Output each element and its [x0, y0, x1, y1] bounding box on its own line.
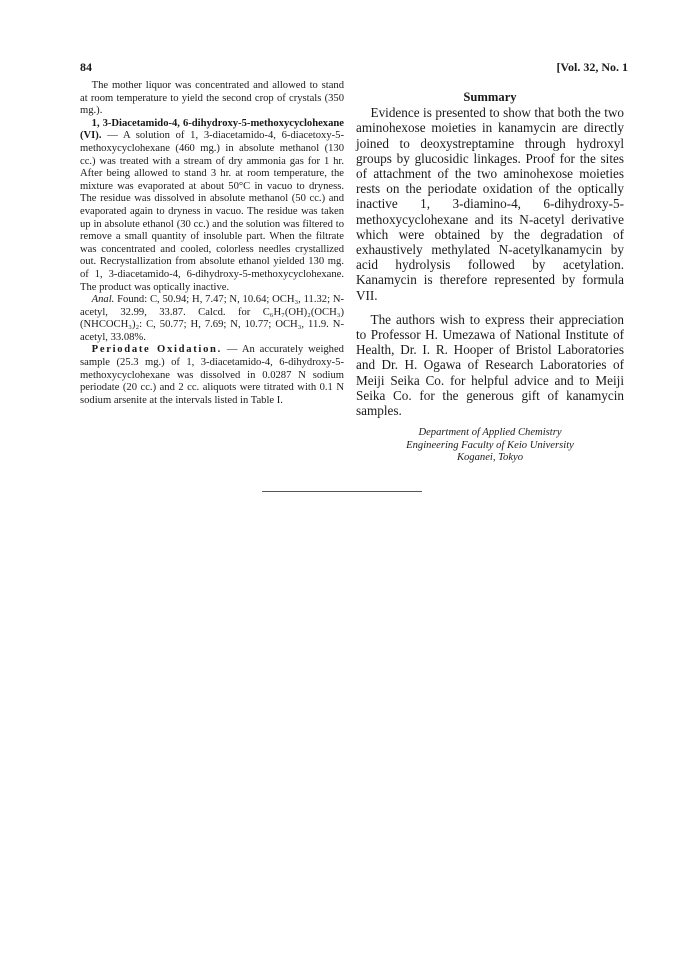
paragraph-analysis [80, 294, 344, 344]
paragraph-mother-liquor: The mother liquor was concentrated and allowed to stand at room temperature to yield the second crop of crystals (350 mg.). [80, 80, 344, 117]
analysis-label: Anal. [91, 294, 115, 306]
compound-procedure: — A solution of 1, 3-diacetamido-4, 6-diacetoxy-5-methoxycyclohexane (460 mg.) in absolute methanol (130 cc.) was treated with a stream of dry ammonia gas for 1 hr. After being allowed to stand 3 hr. at room temperature, the mixture was evaporated at about 50°C in vacuo to dryness. The residue was dissolved in absolute methanol (50 cc.) and evaporated again to dryness in vacuo. The residue was taken up in absolute ethanol (30 cc.) and the solution was filtered to remove a small quantity of insoluble part. When the filtrate was concentrated and cooled, colorless needles crystallized out. Recrystallization from absolute ethanol yielded 130 mg. of 1, 3-diacetamido-4, 6-dihydroxy-5-methoxycyclohexane. The product was optically inactive. [80, 130, 344, 293]
affiliation [356, 427, 624, 465]
volume-label: [Vol. 32, No. 1 [556, 60, 628, 74]
end-rule [262, 491, 422, 492]
acknowledgement-text: The authors wish to express their appreciation to Professor H. Umezawa of National Institute of Health, Dr. I. R. Hooper of Bristol Laboratories and Dr. H. Ogawa of Research Laboratories of Meiji Seika Co. for helpful advice and to Meiji Seika Co. for the generous gift of kanamycin samples. [356, 311, 624, 419]
left-column [80, 80, 344, 407]
paragraph-diacetamido [80, 118, 344, 294]
affiliation-faculty: Engineering Faculty of Keio University [406, 439, 574, 451]
right-column [356, 90, 624, 465]
page-number: 84 [80, 60, 92, 74]
paragraph-periodate [80, 344, 344, 407]
summary-text: Evidence is presented to show that both the two aminohexose moieties in kanamycin are directly joined to deoxystreptamine through hydroxyl groups by glucosidic linkages. Proof for the sites of attachment of the two aminohexose moieties rests on the periodate oxidation of the optically inactive 1, 3-diamino-4, 6-dihydroxy-5-methoxycyclohexane and its N-acetyl derivative which were obtained by the degradation of exhaustively methylated N-acetylkanamycin by acid hydrolysis followed by acetylation. Kanamycin is therefore represented by formula VII. [356, 105, 624, 303]
periodate-heading: Periodate Oxidation. [91, 344, 222, 356]
periodate-procedure: — An accurately weighed sample (25.3 mg.) of 1, 3-diacetamido-4, 6-dihydroxy-5-methoxycyclohexane was dissolved in 0.0287 N sodium periodate (20 cc.) and 2 cc. aliquots were titrated with 0.1 N sodium arsenite at the intervals listed in Table I. [80, 344, 344, 406]
affiliation-location: Koganei, Tokyo [456, 452, 524, 464]
affiliation-department: Department of Applied Chemistry [418, 427, 562, 439]
compound-heading: 1, 3-Diacetamido-4, 6-dihydroxy-5-methoxycyclohexane (VI). [80, 117, 344, 142]
summary-title: Summary [463, 90, 517, 104]
analysis-values: Found: C, 50.94; H, 7.47; N, 10.64; OCH₃, 11.32; N-acetyl, 32.99, 33.87. Calcd. for C₆H₇(OH)₂(OCH₃)(NHCOCH₃)₂: C, 50.77; H, 7.69; N, 10.77; OCH₃, 11.9. N-acetyl, 33.08%. [80, 294, 344, 343]
